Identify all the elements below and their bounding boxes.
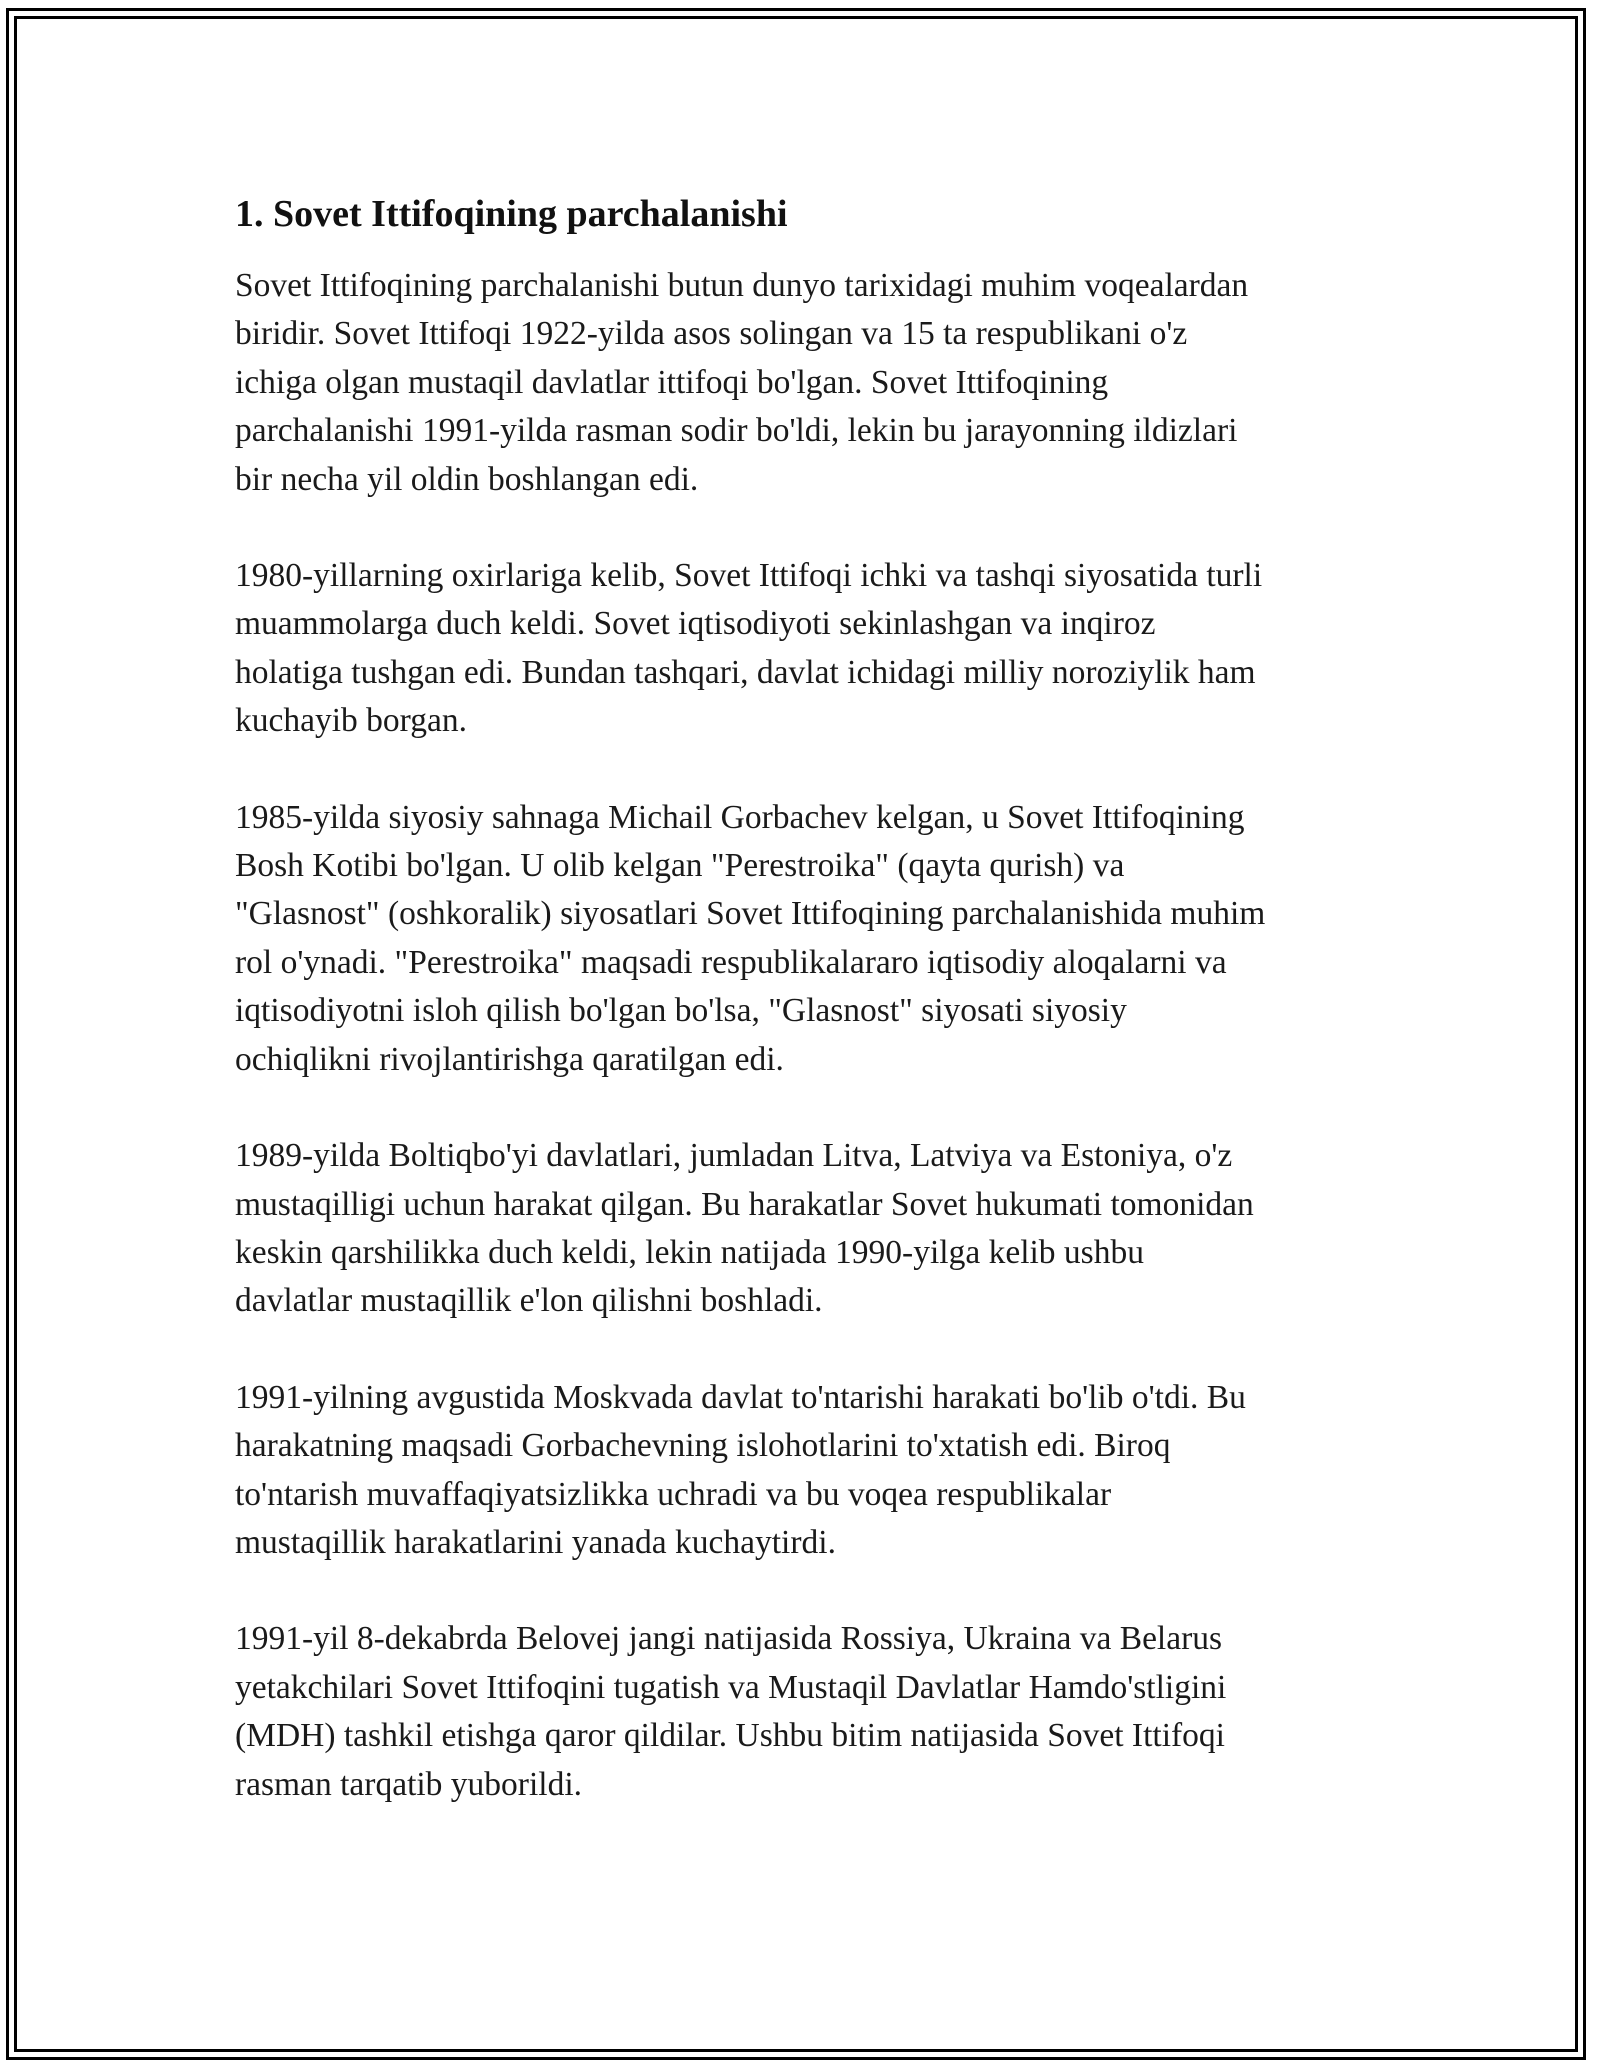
document-body [235, 186, 1365, 1857]
paragraph-line: ichiga olgan mustaqil davlatlar ittifoqi bo'lgan. Sovet Ittifoqining [235, 363, 1109, 401]
paragraph-line: rol o'ynadi. "Perestroika" maqsadi respublikalararo iqtisodiy aloqalarni va [235, 943, 1227, 981]
paragraph-6 [235, 1615, 1365, 1809]
section-heading: 1. Sovet Ittifoqining parchalanishi [235, 193, 788, 235]
paragraph-2 [235, 552, 1365, 746]
paragraph-line: mustaqilligi uchun harakat qilgan. Bu harakatlar Sovet hukumati tomonidan [235, 1185, 1254, 1223]
paragraph-1 [235, 262, 1365, 504]
paragraph-line: holatiga tushgan edi. Bundan tashqari, davlat ichidagi milliy noroziylik ham [235, 653, 1256, 691]
paragraph-line: to'ntarish muvaffaqiyatsizlikka uchradi va bu voqea respublikalar [235, 1475, 1112, 1513]
paragraph-line: 1985-yilda siyosiy sahnaga Michail Gorbachev kelgan, u Sovet Ittifoqining [235, 798, 1245, 836]
paragraph-line: Sovet Ittifoqining parchalanishi butun dunyo tarixidagi muhim voqealardan [235, 267, 1249, 304]
paragraph-line: 1991-yilning avgustida Moskvada davlat to'ntarishi harakati bo'lib o'tdi. Bu [235, 1378, 1246, 1416]
paragraph-line: parchalanishi 1991-yilda rasman sodir bo'ldi, lekin bu jarayonning ildizlari [235, 412, 1238, 450]
paragraph-5 [235, 1374, 1365, 1568]
paragraph-line: 1980-yillarning oxirlariga kelib, Sovet Ittifoqi ichki va tashqi siyosatida turli [235, 557, 1263, 595]
paragraph-line: muammolarga duch keldi. Sovet iqtisodiyoti sekinlashgan va inqiroz [235, 605, 1156, 643]
paragraph-line: biridir. Sovet Ittifoqi 1922-yilda asos solingan va 15 ta respublikani o'z [235, 315, 1188, 353]
paragraph-4 [235, 1132, 1365, 1326]
paragraph-line: harakatning maqsadi Gorbachevning islohotlarini to'xtatish edi. Biroq [235, 1427, 1171, 1465]
paragraph-line: Bosh Kotibi bo'lgan. U olib kelgan "Perestroika" (qayta qurish) va [235, 847, 1125, 885]
paragraph-line: "Glasnost" (oshkoralik) siyosatlari Sovet Ittifoqining parchalanishida muhim [235, 895, 1266, 933]
paragraph-line: ochiqlikni rivojlantirishga qaratilgan edi. [235, 1040, 784, 1078]
paragraph-line: iqtisodiyotni isloh qilish bo'lgan bo'lsa, "Glasnost" siyosati siyosiy [235, 992, 1127, 1030]
paragraph-3 [235, 794, 1365, 1084]
paragraph-line: (MDH) tashkil etishga qaror qildilar. Ushbu bitim natijasida Sovet Ittifoqi [235, 1717, 1225, 1755]
paragraph-line: kuchayib borgan. [235, 702, 467, 740]
paragraph-line: rasman tarqatib yuborildi. [235, 1765, 583, 1803]
paragraph-line: 1989-yilda Boltiqbo'yi davlatlari, jumladan Litva, Latviya va Estoniya, o'z [235, 1137, 1233, 1175]
paragraph-line: 1991-yil 8-dekabrda Belovej jangi natijasida Rossiya, Ukraina va Belarus [235, 1620, 1223, 1658]
paragraph-line: mustaqillik harakatlarini yanada kuchaytirdi. [235, 1523, 836, 1561]
paragraph-line: davlatlar mustaqillik e'lon qilishni boshladi. [235, 1282, 823, 1320]
paragraph-line: keskin qarshilikka duch keldi, lekin natijada 1990-yilga kelib ushbu [235, 1233, 1144, 1271]
paragraph-line: bir necha yil oldin boshlangan edi. [235, 460, 699, 498]
paragraph-line: yetakchilari Sovet Ittifoqini tugatish va Mustaqil Davlatlar Hamdo'stligini [235, 1668, 1227, 1706]
